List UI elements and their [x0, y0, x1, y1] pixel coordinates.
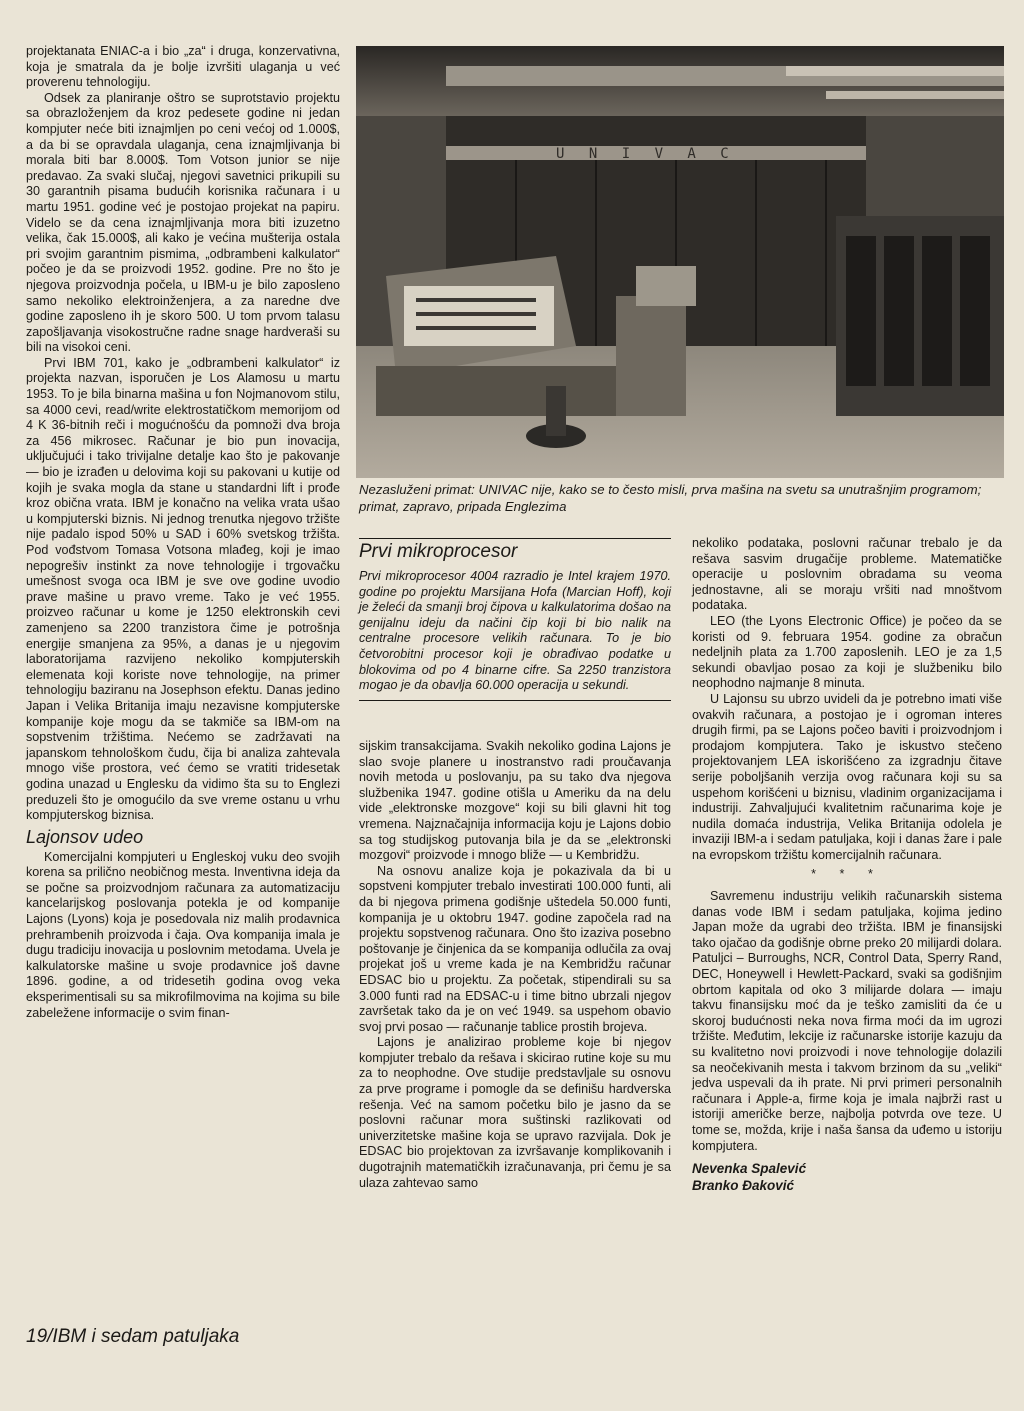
- section-divider: * * *: [811, 867, 883, 882]
- article-column-right: [692, 536, 1002, 1194]
- page-footer: 19/IBM i sedam patuljaka: [26, 1326, 240, 1347]
- paragraph: Lajons je analizirao probleme koje bi njegov kompjuter trebalo da rešava i skicirao rutine koje su mu za to neophodne. Ove studije predstavljale su osnovu za prve programe i pomogle da se definišu hardverska rešenja. Već na samom početku bilo je jasno da se poslovni računar mora suštinski razlikovati od univerzitetske mašine koja se upravo razvijala. Dok je EDSAC bio projektovan za izvršavanje komplikovanih i dugotrajnih matematičkih izračunavanja, pri čemu je sa ulaza zahtevao samo: [359, 1035, 671, 1190]
- paragraph: projektanata ENIAC-a i bio „za“ i druga, konzervativna, koja je smatrala da je bolje izvršiti ulaganja u već proverenu tehnologiju.: [26, 44, 340, 90]
- paragraph: LEO (the Lyons Electronic Office) je počeo da se koristi od 9. februara 1954. godine za obračun nedeljnih plata za 1.700 zaposlenih. LEO je za 1,5 sekundi obavljao posao za koji je službeniku bilo neophodno najmanje 8 minuta.: [692, 613, 1002, 691]
- article-column-middle: [359, 739, 671, 1191]
- paragraph: Savremenu industriju velikih računarskih sistema danas vode IBM i sedam patuljaka, kojima jedino Japan može da ugrabi deo tržišta. IBM je finansijski tako ojačao da godišnje obrne preko 20 milijardi dolara. Patuljci – Burroughs, NCR, Control Data, Sperry Rand, DEC, Honeywell i Hewlett-Packard, svaki sa godišnjim obrtom kapitala od oko 3 milijarde dolara — imaju takvu finansijsku moć da je teško zamisliti da će u skoroj budućnosti neka nova firma moći da im ugrozi tržište. Međutim, lekcije iz računarske istorije kazuju da su kvalitetno novi proizvodi i nove tehnologije dolazili sa neočekivanih mesta i takvom brzinom da su „veliki“ jedva uspevali da ih prate. Ni prvi primeri personalnih računara i Apple-a, firme koja je imala najbrži rast u istoriji američke berze, najbolja potvrda ove teze. U tome se, možda, krije i naša šansa da uđemo u istoriju kompjutera.: [692, 889, 1002, 1153]
- author-name: Branko Đaković: [692, 1178, 795, 1194]
- paragraph: U Lajonsu su ubrzo uvideli da je potrebno imati više ovakvih računara, a postojao je i ogroman interes drugih firmi, pa se Lajons počeo baviti i proizvodnjom i prodajom kompjutera. Tako je iskustvo stečeno projektovanjem LEA iskorišćeno za izgradnju čitave serije poboljšanih verzija ovog računara koji su sa uspehom korišćeni u biznisu, vladinim organizacijama i industriji. Zahvaljujući kvalitetnim računarima koje je nudila domaća industrija, Velika Britanija odolela je invaziji IBM-a i sedam patuljaka, koji i danas žare i pale na evropskom tržištu komercijalnih računara.: [692, 691, 1002, 862]
- sidebar-text: Prvi mikroprocesor 4004 razradio je Intel krajem 1970. godine po projektu Marsijana Hofa (Marcian Hoff), koji je želeći da smanji broj čipova u kalkulatorima došao na genijalnu ideju da načini čip koji bi bio nalik na centralne procesore velikih računara. To je bio četvorobitni procesor koji je obrađivao podatke u blokovima od po 4 binarne cifre. Sa 2250 tranzistora mogao je da obavlja 60.000 operacija u sekundi.: [359, 569, 671, 693]
- paragraph: Odsek za planiranje oštro se suprotstavio projektu sa obrazloženjem da kroz pedesete godine ni jedan kompjuter neće biti iznajmljen po ceni većoj od 1.000$, a da bi se opravdala ulaganja, cena iznajmljivanja bi morala biti bar 8.000$. Tom Votson junior se nije predavao. Za svaki slučaj, njegovi savetnici prikupili su 30 garantnih pisama budućih korisnika računara i u martu 1951. godine već je postojao projekat na papiru. Videlo se da cena iznajmljivanja mora biti izuzetno velika, čak 15.000$, ali kako je većina mušterija ostala pri svojim garantnim pismima, „odbrambeni kalkulator“ počeo je da se proizvodi 1952. godine. Pre no što je njegova proizvodnja počela, u IBM-u je bilo zaposleno samo nekoliko elektroinženjera, a za naredne dve godine zaposleno ih je skoro 500. U tom prvom talasu zapošljavanja visokostručne radne snage hardveraši su bili na visokoi ceni.: [26, 90, 340, 355]
- paragraph: sijskim transakcijama. Svakih nekoliko godina Lajons je slao svoje planere u inostranstvo radi proučavanja novih metoda u poslovanju, pa su tako dva njegova službenika 1947. godine otišla u Ameriku da na delu vide „elektronske mozgove“ koji su bili glavni hit tog vremena. Najznačajnija informacija koju je Lajons dobio sa tog studijskog putovanja bila je da se „elektronski mozgovi“ proizvode i mnogo bliže — u Kembridžu.: [359, 739, 671, 863]
- article-column-left: [26, 44, 340, 1021]
- univac-photo: [356, 46, 1004, 478]
- paragraph: Prvi IBM 701, kako je „odbrambeni kalkulator“ iz projekta nazvan, isporučen je Los Alamosu u martu 1953. To je bila binarna mašina u fon Nojmanovom stilu, sa 4000 cevi, read/write elektrostatičkom memorijom od 4 K 36-bitnih reči i mogućnošću da pomnoži dva broja za 456 mikrosec. Računar je bio pun inovacija, uključujući i tako trivijalne detalje kao što je pakovanje — bio je izrađen u delovima koji su pakovani u kutije od kojih je svaka mogla da stane u standardni lift i prođe kroz obična vrata. IBM je konačno na velika vrata ušao u kompjuterski biznis. Ni jednog trenutka njegovo tržište nije padalo ispod 50% u SAD i 60% svetskog tržišta. Pod vođstvom Tomasa Votsona mlađeg, koji je imao nepogrešiv instinkt za nove tehnologije i trgovačku umešnost svoga oca IBM je sve ove godine uvodio prave mašine u pravo vreme. Tako je već 1955. proizveo računar u kome je 1250 elektronskih cevi zamenjeno sa 2200 tranzistora čime je potrošnja energije smanjena za 95%, a danas je u njegovim laboratorijama razvijeno nekoliko kompjuterskih elemenata koji koriste nove tehnologije, na primer tehnologiju baziranu na Josephson efektu. Danas jedino Japan i Velika Britanija imaju nezavisne kompjuterske kompanije koje mogu da se takmiče sa IBM-om na sopstvenim tržištima. Nećemo se zadržavati na japanskom tehnološkom čudu, čija bi analiza zahtevala mnogo više prostora, već ćemo se vratiti tridesetak godina unazad u Englesku da vidimo šta su to Englezi preduzeli što je omogućilo da sve vreme ostanu u vrhu kompjuterskog biznisa.: [26, 355, 340, 823]
- univac-label: U N I V A C: [556, 146, 737, 162]
- photo-caption: Nezasluženi primat: UNIVAC nije, kako se to često misli, prva mašina na svetu sa unutrašnjim programom; primat, zapravo, pripada Englezima: [359, 482, 982, 514]
- sidebar-title: Prvi mikroprocesor: [359, 541, 518, 562]
- paragraph: Komercijalni kompjuteri u Engleskoj vuku deo svojih korena sa prilično neobičnog mesta. Inventivna ideja da se počne sa proizvodnjom računara za automatizaciju kancelarijskog poslovanja potekla je od kompanije Lajons (Lyons) koja je posedovala niz malih prodavnica prehrambenih proizvoda i čaja. Ova kompanija imala je dugu tradiciju inovacija u poslovnim metodama. Uvela je kalkulatorske mašine u svoje prodavnice još davne 1896. godine, a od tridesetih godina ovog veka eksperimentisali su sa mikrofilmovima na kojima su bile zabeležene informacije o svim finan-: [26, 849, 340, 1020]
- sidebar-box: [359, 538, 671, 701]
- section-heading: Lajonsov udeo: [26, 826, 144, 847]
- paragraph: Na osnovu analize koja je pokazivala da bi u sopstveni kompjuter trebalo investirati 100.000 funti, ali da bi njegova primena godišnje uštedela 50.000 funti, kompanija je u oktobru 1947. godine započela rad na projektu sopstvenog računara. Ono što izaziva posebno poštovanje je činjenica da se kompanija odlučila za ovaj projekat još u vreme kada je na Kembridžu računar EDSAC bio u projektu. Za početak, stipendirali su sa 3.000 funti rad na EDSAC-u i time bitno ubrzali njegov završetak tako da je on već 1949. sa uspehom obavio svoj prvi posao — računanje tablice prostih brojeva.: [359, 863, 671, 1034]
- paragraph: nekoliko podataka, poslovni računar trebalo je da rešava sasvim drugačije probleme. Matematičke operacije u poslovnim obradama su veoma jednostavne, ali se moraju vršiti nad mnoštvom podataka.: [692, 536, 1002, 613]
- author-name: Nevenka Spalević: [692, 1161, 807, 1177]
